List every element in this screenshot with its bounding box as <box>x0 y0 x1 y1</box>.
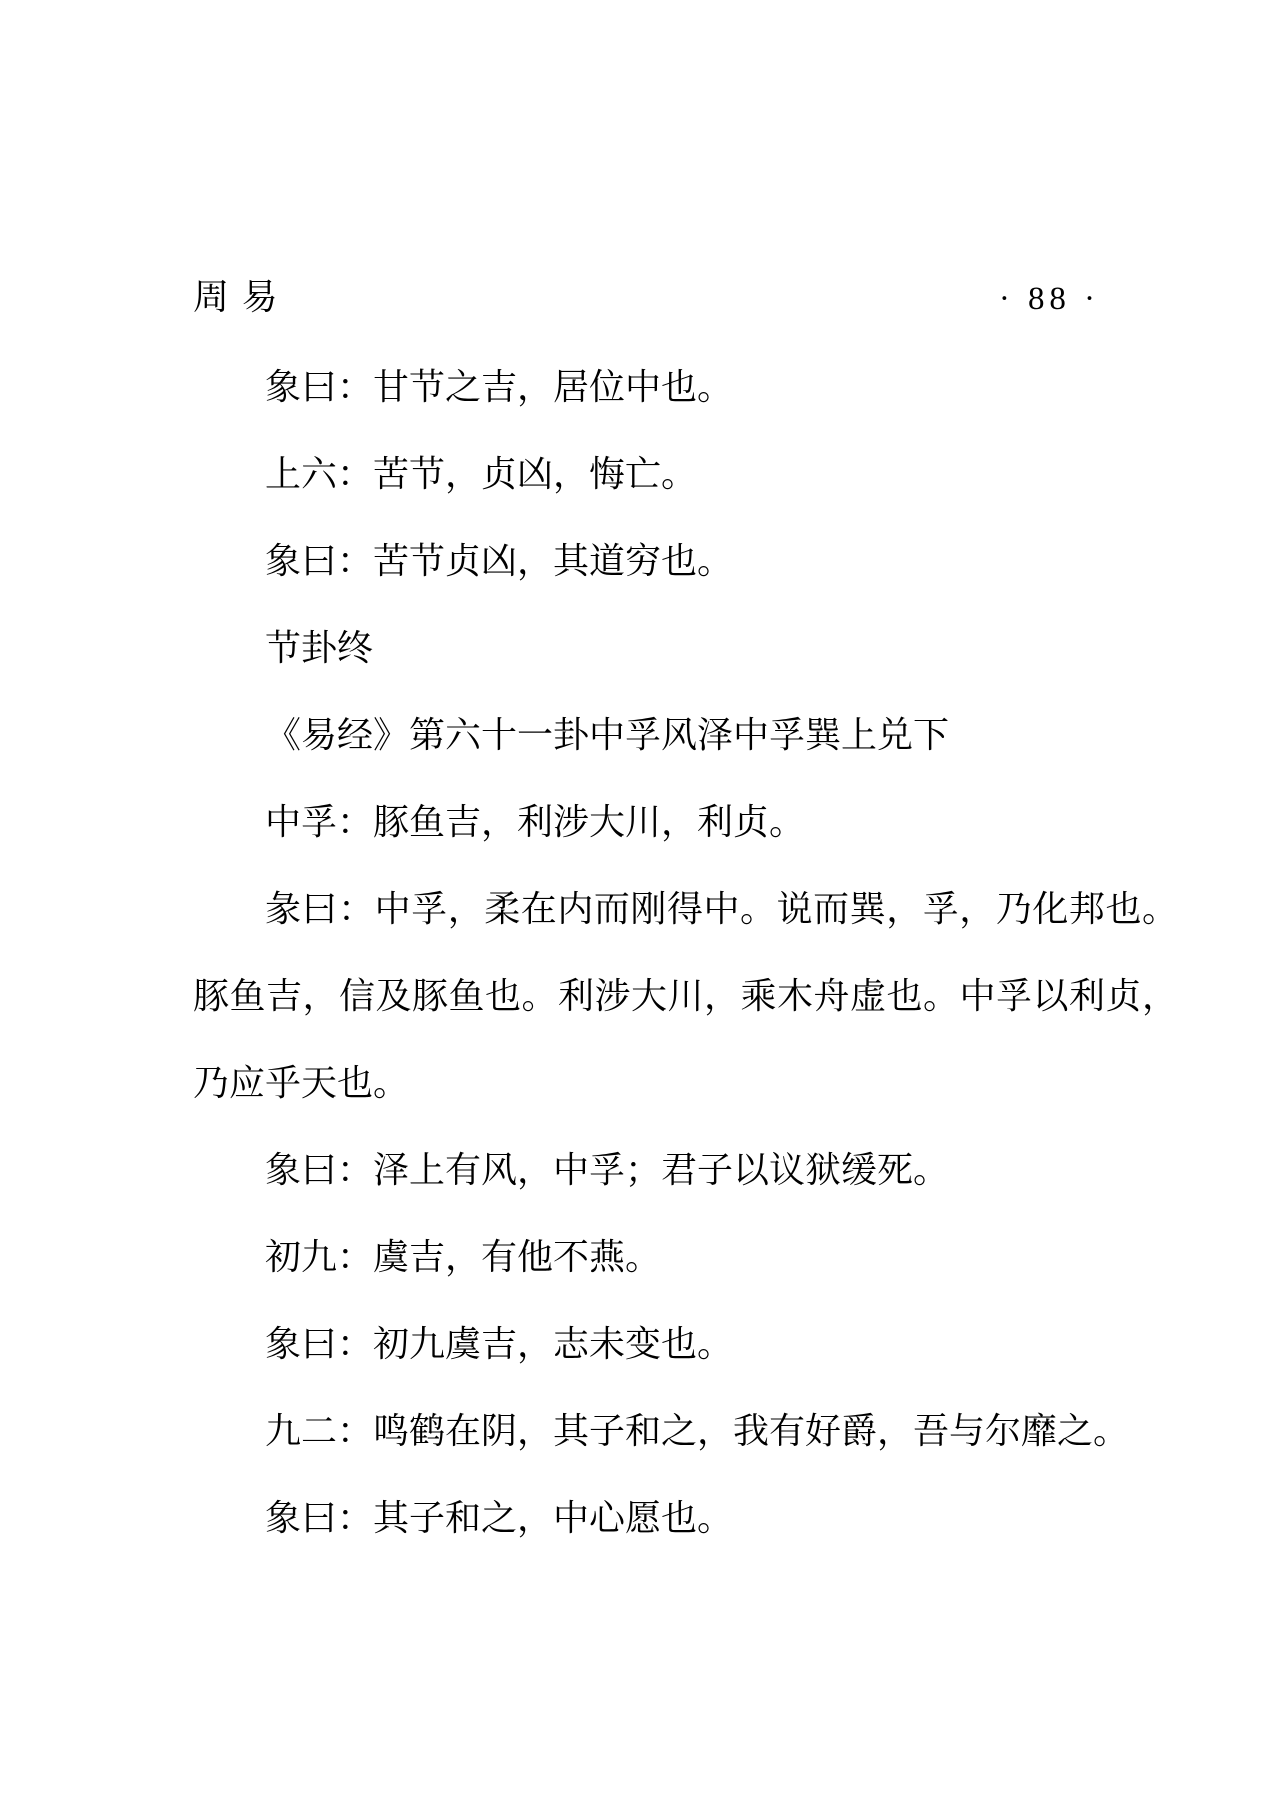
page-number: · 88 · <box>998 281 1100 317</box>
paragraph: 象曰：苦节贞凶，其道穷也。 <box>265 541 734 581</box>
paragraph: 九二：鸣鹤在阴，其子和之，我有好爵，吾与尔靡之。 <box>265 1411 1130 1451</box>
paragraph: 象曰：其子和之，中心愿也。 <box>265 1498 734 1538</box>
paragraph: 象曰：初九虞吉，志未变也。 <box>265 1324 734 1364</box>
paragraph: 彖曰：中孚，柔在内而刚得中。说而巽，孚，乃化邦也。豚鱼吉，信及豚鱼也。利涉大川，乘木舟虚也。中孚以利贞，乃应乎天也。 <box>193 889 1178 1103</box>
paragraph: 中孚：豚鱼吉，利涉大川，利贞。 <box>265 802 806 842</box>
book-title: 周易 <box>193 277 291 317</box>
paragraph: 象曰：泽上有风，中孚；君子以议狱缓死。 <box>265 1150 950 1190</box>
page-body <box>193 344 1178 1562</box>
paragraph: 象曰：甘节之吉，居位中也。 <box>265 367 734 407</box>
paragraph: 节卦终 <box>265 628 374 668</box>
paragraph: 初九：虞吉，有他不燕。 <box>265 1237 662 1277</box>
paragraph: 上六：苦节，贞凶，悔亡。 <box>265 454 698 494</box>
paragraph: 《易经》第六十一卦中孚风泽中孚巽上兑下 <box>265 715 950 755</box>
page-header <box>193 272 1100 324</box>
